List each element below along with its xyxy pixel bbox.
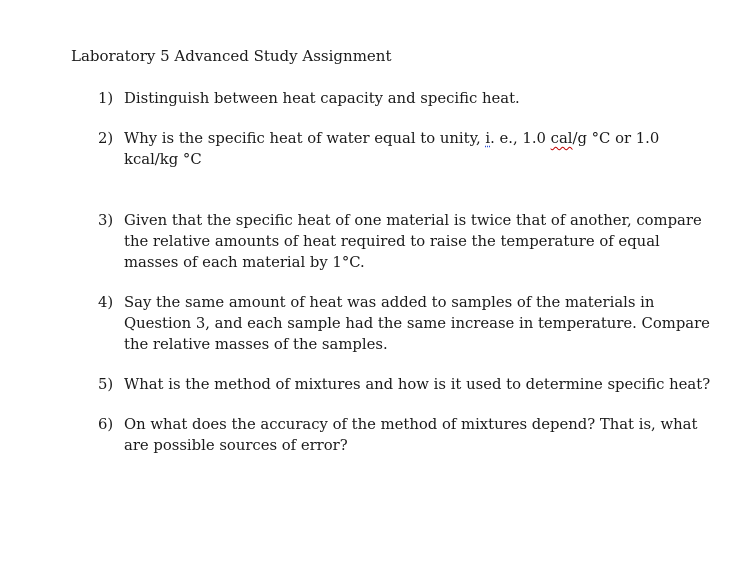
question-1 [98, 88, 713, 109]
spellcheck-mark-ie: i [485, 130, 491, 147]
question-text-part: /g °C or 1.0 kcal/kg °C [124, 130, 660, 168]
document-title: Laboratory 5 Advanced Study Assignment [71, 47, 392, 65]
question-5 [98, 374, 713, 395]
question-2 [98, 128, 713, 170]
question-text: Distinguish between heat capacity and specific heat. [124, 90, 520, 107]
question-text-part: Why is the specific heat of water equal to unity, [124, 130, 486, 147]
question-text: Say the same amount of heat was added to samples of the materials in Question 3, and each sample had the same increase in temperature. Compare the relative masses of the samples. [124, 294, 710, 353]
spellcheck-mark-cal: cal [550, 130, 573, 147]
question-number: 3) [98, 212, 114, 229]
question-text: On what does the accuracy of the method of mixtures depend? That is, what are possible sources of error? [124, 416, 698, 454]
question-text: What is the method of mixtures and how is it used to determine specific heat? [124, 376, 711, 393]
question-6 [98, 414, 713, 456]
question-text: Given that the specific heat of one material is twice that of another, compare the relative amounts of heat required to raise the temperature of equal masses of each material by 1°C. [124, 212, 702, 271]
question-number: 1) [98, 90, 114, 107]
question-number: 2) [98, 130, 114, 147]
question-list [98, 88, 713, 456]
question-text-part: . e., 1.0 [490, 130, 551, 147]
question-text [124, 128, 713, 170]
question-number: 4) [98, 294, 114, 311]
question-3 [98, 210, 713, 273]
question-4 [98, 292, 713, 355]
question-number: 6) [98, 416, 114, 433]
question-number: 5) [98, 376, 114, 393]
